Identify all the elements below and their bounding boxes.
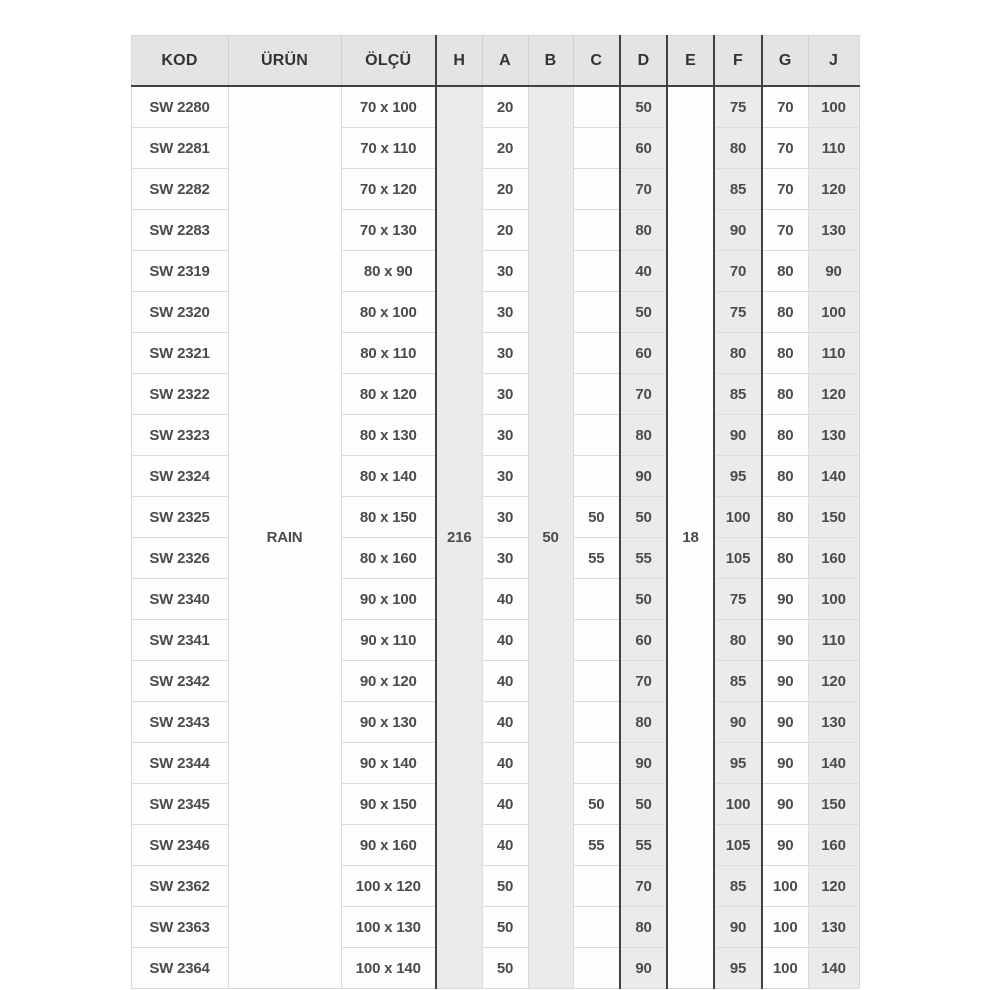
cell-j: 110 [808, 128, 859, 169]
cell-j: 100 [808, 292, 859, 333]
cell-d: 80 [620, 907, 667, 948]
cell-j: 130 [808, 907, 859, 948]
cell-a: 30 [482, 456, 528, 497]
cell-kod: SW 2283 [131, 210, 228, 251]
cell-g: 80 [762, 538, 808, 579]
cell-j: 120 [808, 661, 859, 702]
cell-j: 130 [808, 702, 859, 743]
cell-d: 70 [620, 374, 667, 415]
cell-f: 100 [714, 497, 762, 538]
cell-kod: SW 2282 [131, 169, 228, 210]
cell-f: 85 [714, 866, 762, 907]
cell-c [573, 374, 620, 415]
cell-kod: SW 2280 [131, 86, 228, 128]
cell-g: 80 [762, 333, 808, 374]
cell-c [573, 456, 620, 497]
cell-kod: SW 2322 [131, 374, 228, 415]
cell-olcu: 90 x 120 [341, 661, 436, 702]
cell-d: 60 [620, 620, 667, 661]
cell-olcu: 90 x 100 [341, 579, 436, 620]
cell-d: 60 [620, 128, 667, 169]
cell-olcu: 70 x 130 [341, 210, 436, 251]
cell-d: 80 [620, 415, 667, 456]
cell-kod: SW 2324 [131, 456, 228, 497]
cell-c [573, 948, 620, 989]
cell-g: 100 [762, 948, 808, 989]
cell-f: 75 [714, 292, 762, 333]
cell-f: 80 [714, 128, 762, 169]
cell-h-merged: 216 [436, 86, 482, 989]
cell-kod: SW 2364 [131, 948, 228, 989]
cell-c [573, 907, 620, 948]
cell-c: 50 [573, 784, 620, 825]
cell-c [573, 86, 620, 128]
header-row [131, 36, 859, 87]
cell-j: 150 [808, 497, 859, 538]
column-header-a: A [482, 36, 528, 87]
cell-olcu: 90 x 130 [341, 702, 436, 743]
cell-f: 95 [714, 948, 762, 989]
cell-d: 80 [620, 702, 667, 743]
column-header-f: F [714, 36, 762, 87]
table-row [131, 86, 859, 128]
cell-a: 50 [482, 907, 528, 948]
cell-g: 90 [762, 702, 808, 743]
cell-c [573, 210, 620, 251]
cell-d: 55 [620, 538, 667, 579]
cell-d: 50 [620, 86, 667, 128]
cell-g: 80 [762, 374, 808, 415]
cell-a: 20 [482, 86, 528, 128]
cell-c [573, 661, 620, 702]
cell-f: 90 [714, 210, 762, 251]
cell-olcu: 70 x 110 [341, 128, 436, 169]
cell-f: 90 [714, 702, 762, 743]
cell-a: 40 [482, 784, 528, 825]
cell-a: 30 [482, 374, 528, 415]
cell-a: 30 [482, 415, 528, 456]
cell-e-merged: 18 [667, 86, 714, 989]
cell-a: 20 [482, 210, 528, 251]
cell-olcu: 90 x 110 [341, 620, 436, 661]
cell-olcu: 90 x 150 [341, 784, 436, 825]
cell-c [573, 251, 620, 292]
cell-olcu: 80 x 130 [341, 415, 436, 456]
cell-a: 40 [482, 743, 528, 784]
cell-f: 70 [714, 251, 762, 292]
column-header-b: B [528, 36, 573, 87]
cell-f: 85 [714, 661, 762, 702]
cell-c [573, 415, 620, 456]
cell-kod: SW 2340 [131, 579, 228, 620]
cell-a: 30 [482, 333, 528, 374]
cell-j: 120 [808, 169, 859, 210]
cell-c [573, 866, 620, 907]
cell-j: 120 [808, 374, 859, 415]
cell-d: 50 [620, 497, 667, 538]
cell-f: 75 [714, 579, 762, 620]
cell-a: 50 [482, 866, 528, 907]
cell-olcu: 100 x 130 [341, 907, 436, 948]
cell-a: 20 [482, 128, 528, 169]
cell-g: 70 [762, 86, 808, 128]
cell-d: 60 [620, 333, 667, 374]
cell-c: 55 [573, 825, 620, 866]
cell-g: 70 [762, 128, 808, 169]
cell-c [573, 333, 620, 374]
cell-olcu: 80 x 110 [341, 333, 436, 374]
cell-a: 50 [482, 948, 528, 989]
cell-g: 80 [762, 251, 808, 292]
cell-olcu: 70 x 100 [341, 86, 436, 128]
cell-kod: SW 2346 [131, 825, 228, 866]
cell-g: 90 [762, 620, 808, 661]
cell-j: 130 [808, 415, 859, 456]
cell-j: 160 [808, 538, 859, 579]
cell-kod: SW 2342 [131, 661, 228, 702]
cell-f: 105 [714, 538, 762, 579]
cell-g: 70 [762, 210, 808, 251]
cell-d: 70 [620, 866, 667, 907]
cell-g: 80 [762, 292, 808, 333]
cell-kod: SW 2326 [131, 538, 228, 579]
cell-a: 30 [482, 292, 528, 333]
column-header-urun: ÜRÜN [228, 36, 341, 87]
cell-olcu: 80 x 120 [341, 374, 436, 415]
cell-urun-merged: RAIN [228, 86, 341, 989]
cell-j: 160 [808, 825, 859, 866]
cell-kod: SW 2321 [131, 333, 228, 374]
cell-c [573, 620, 620, 661]
cell-c [573, 169, 620, 210]
cell-kod: SW 2345 [131, 784, 228, 825]
cell-kod: SW 2363 [131, 907, 228, 948]
cell-a: 40 [482, 620, 528, 661]
cell-j: 110 [808, 333, 859, 374]
cell-c [573, 743, 620, 784]
cell-g: 70 [762, 169, 808, 210]
cell-j: 140 [808, 948, 859, 989]
cell-g: 80 [762, 497, 808, 538]
cell-olcu: 80 x 100 [341, 292, 436, 333]
cell-f: 85 [714, 169, 762, 210]
cell-f: 75 [714, 86, 762, 128]
cell-d: 55 [620, 825, 667, 866]
cell-a: 20 [482, 169, 528, 210]
cell-g: 90 [762, 579, 808, 620]
cell-olcu: 80 x 150 [341, 497, 436, 538]
cell-f: 95 [714, 456, 762, 497]
column-header-kod: KOD [131, 36, 228, 87]
cell-c: 50 [573, 497, 620, 538]
cell-a: 30 [482, 497, 528, 538]
cell-f: 85 [714, 374, 762, 415]
cell-kod: SW 2344 [131, 743, 228, 784]
cell-f: 100 [714, 784, 762, 825]
cell-c [573, 128, 620, 169]
cell-c [573, 579, 620, 620]
cell-kod: SW 2343 [131, 702, 228, 743]
cell-kod: SW 2320 [131, 292, 228, 333]
cell-g: 90 [762, 661, 808, 702]
column-header-olcu: ÖLÇÜ [341, 36, 436, 87]
cell-g: 80 [762, 456, 808, 497]
cell-j: 100 [808, 579, 859, 620]
cell-kod: SW 2281 [131, 128, 228, 169]
cell-kod: SW 2323 [131, 415, 228, 456]
cell-f: 90 [714, 907, 762, 948]
cell-j: 130 [808, 210, 859, 251]
cell-d: 50 [620, 292, 667, 333]
cell-j: 110 [808, 620, 859, 661]
column-header-e: E [667, 36, 714, 87]
cell-a: 40 [482, 702, 528, 743]
cell-kod: SW 2362 [131, 866, 228, 907]
cell-j: 90 [808, 251, 859, 292]
cell-f: 90 [714, 415, 762, 456]
cell-kod: SW 2341 [131, 620, 228, 661]
cell-d: 70 [620, 169, 667, 210]
column-header-g: G [762, 36, 808, 87]
cell-olcu: 100 x 120 [341, 866, 436, 907]
cell-d: 40 [620, 251, 667, 292]
column-header-c: C [573, 36, 620, 87]
cell-d: 80 [620, 210, 667, 251]
cell-olcu: 90 x 140 [341, 743, 436, 784]
cell-a: 30 [482, 538, 528, 579]
cell-a: 40 [482, 825, 528, 866]
cell-c: 55 [573, 538, 620, 579]
cell-j: 140 [808, 456, 859, 497]
cell-kod: SW 2325 [131, 497, 228, 538]
cell-g: 90 [762, 825, 808, 866]
cell-olcu: 80 x 160 [341, 538, 436, 579]
cell-olcu: 80 x 140 [341, 456, 436, 497]
cell-j: 120 [808, 866, 859, 907]
cell-d: 90 [620, 948, 667, 989]
cell-olcu: 70 x 120 [341, 169, 436, 210]
cell-olcu: 90 x 160 [341, 825, 436, 866]
cell-g: 90 [762, 784, 808, 825]
cell-kod: SW 2319 [131, 251, 228, 292]
cell-a: 30 [482, 251, 528, 292]
column-header-d: D [620, 36, 667, 87]
cell-olcu: 80 x 90 [341, 251, 436, 292]
cell-f: 80 [714, 333, 762, 374]
column-header-j: J [808, 36, 859, 87]
cell-c [573, 292, 620, 333]
cell-d: 70 [620, 661, 667, 702]
cell-d: 90 [620, 456, 667, 497]
cell-g: 90 [762, 743, 808, 784]
product-spec-table [131, 35, 860, 989]
cell-j: 150 [808, 784, 859, 825]
cell-a: 40 [482, 661, 528, 702]
cell-f: 105 [714, 825, 762, 866]
cell-olcu: 100 x 140 [341, 948, 436, 989]
cell-d: 50 [620, 784, 667, 825]
cell-d: 90 [620, 743, 667, 784]
cell-g: 100 [762, 866, 808, 907]
cell-b-merged: 50 [528, 86, 573, 989]
cell-g: 100 [762, 907, 808, 948]
column-header-h: H [436, 36, 482, 87]
cell-j: 140 [808, 743, 859, 784]
cell-j: 100 [808, 86, 859, 128]
cell-f: 80 [714, 620, 762, 661]
cell-a: 40 [482, 579, 528, 620]
cell-c [573, 702, 620, 743]
cell-g: 80 [762, 415, 808, 456]
cell-d: 50 [620, 579, 667, 620]
cell-f: 95 [714, 743, 762, 784]
